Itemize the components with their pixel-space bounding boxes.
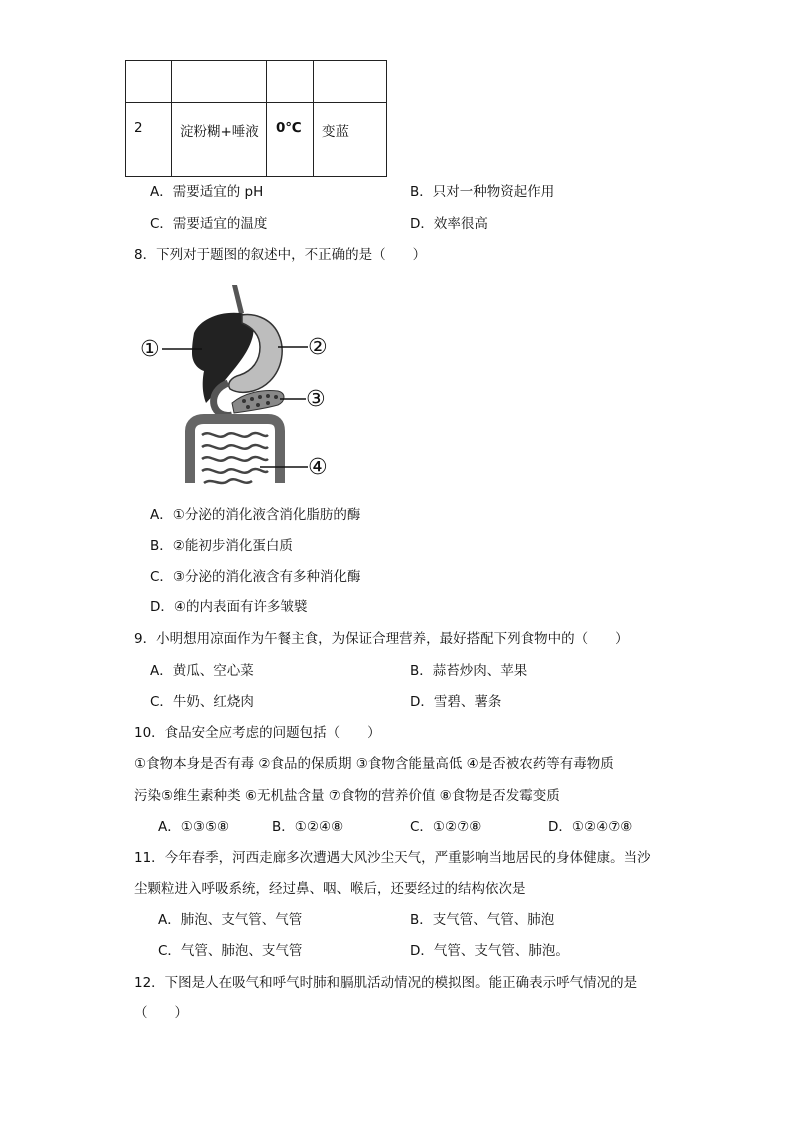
q7-option-b: B．只对一种物资起作用 [410,184,555,200]
figure-label-1: ① [140,337,160,362]
q7-option-c: C．需要适宜的温度 [150,216,268,232]
q10-option-b: B．①②④⑧ [272,819,344,835]
figure-label-4: ④ [308,455,328,480]
table-row [126,61,387,103]
q10-option-d: D．①②④⑦⑧ [548,819,633,835]
q11-option-b: B．支气管、气管、肺泡 [410,912,555,928]
q9-option-b: B．蒜苔炒肉、苹果 [410,663,528,679]
experiment-table [125,60,387,177]
figure-label-3: ③ [306,387,326,412]
table-cell [267,61,314,103]
q10-items-line2: 污染⑤维生素种类 ⑥无机盐含量 ⑦食物的营养价值 ⑧食物是否发霉变质 [134,788,560,804]
q7-option-d: D．效率很高 [410,216,488,232]
q12-stem-line2: （ ） [134,1005,188,1021]
small-intestine-shape [202,433,268,483]
esophagus-shape [232,285,244,314]
pancreas-shape [232,391,284,414]
table-cell: 0℃ [267,103,314,177]
table-cell: 淀粉糊+唾液 [172,103,267,177]
q11-option-a: A．肺泡、支气管、气管 [158,912,303,928]
q10-stem: 10．食品安全应考虑的问题包括（ ） [134,725,381,741]
q9-option-d: D．雪碧、薯条 [410,694,502,710]
figure-label-2: ② [308,335,328,360]
q11-stem-line2: 尘颗粒进入呼吸系统，经过鼻、咽、喉后，还要经过的结构依次是 [134,881,526,897]
table-cell [172,61,267,103]
q10-items-line1: ①食物本身是否有毒 ②食品的保质期 ③食物含能量高低 ④是否被农药等有毒物质 [134,756,614,772]
q9-option-c: C．牛奶、红烧肉 [150,694,254,710]
table-cell: 2 [126,103,172,177]
q8-option-b: B．②能初步消化蛋白质 [150,538,293,554]
q11-option-d: D．气管、支气管、肺泡。 [410,943,569,959]
q8-option-a: A．①分泌的消化液含消化脂肪的酶 [150,507,361,523]
q10-option-a: A．①③⑤⑧ [158,819,230,835]
q11-option-c: C．气管、肺泡、支气管 [158,943,303,959]
q12-stem-line1: 12．下图是人在吸气和呼气时肺和膈肌活动情况的模拟图。能正确表示呼气情况的是 [134,975,638,991]
table-cell: 变蓝 [314,103,387,177]
digestive-system-figure [140,283,340,488]
q8-stem: 8．下列对于题图的叙述中，不正确的是（ ） [134,247,427,263]
q9-stem: 9．小明想用凉面作为午餐主食，为保证合理营养，最好搭配下列食物中的（ ） [134,631,629,647]
large-intestine-shape [190,419,280,483]
q10-option-c: C．①②⑦⑧ [410,819,482,835]
q9-option-a: A．黄瓜、空心菜 [150,663,254,679]
table-cell [126,61,172,103]
q11-stem-line1: 11．今年春季，河西走廊多次遭遇大风沙尘天气，严重影响当地居民的身体健康。当沙 [134,850,651,866]
q7-option-a: A．需要适宜的 pH [150,184,264,200]
q8-option-c: C．③分泌的消化液含有多种消化酶 [150,569,361,585]
q8-option-d: D．④的内表面有许多皱襞 [150,599,308,615]
table-cell [314,61,387,103]
table-row [126,103,387,177]
